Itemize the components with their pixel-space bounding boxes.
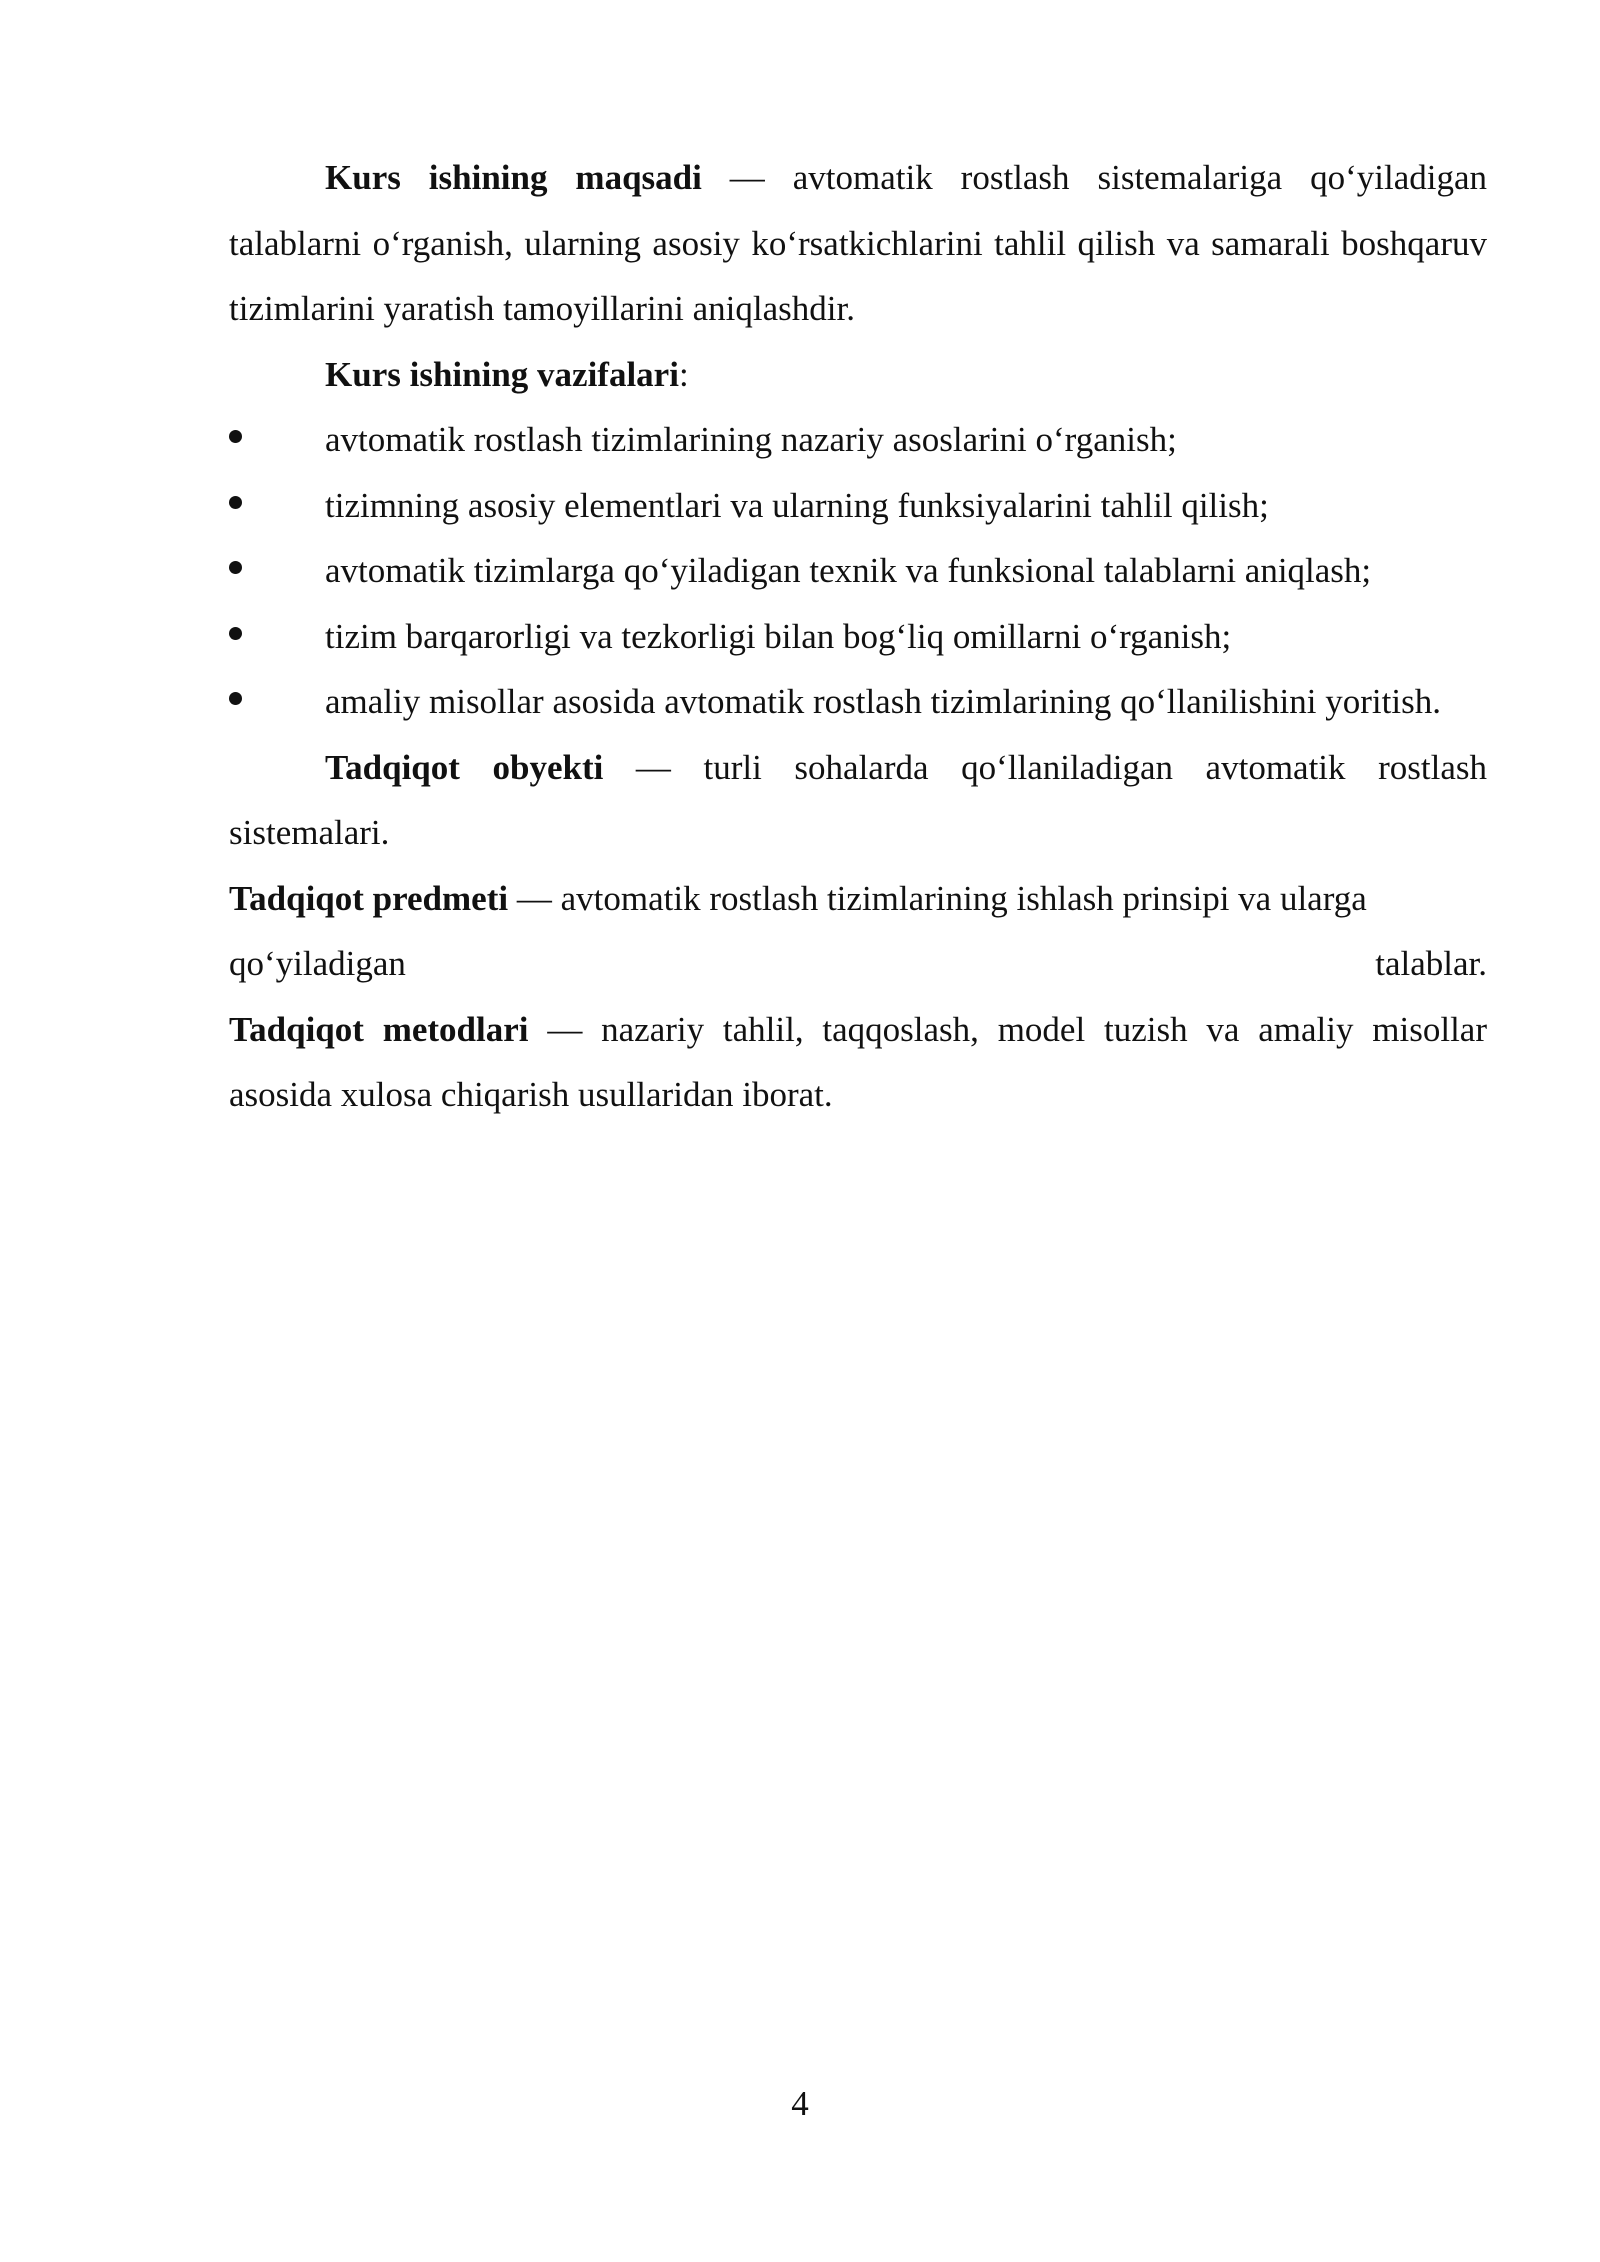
object-label: Tadqiqot obyekti (325, 747, 604, 787)
tasks-heading (229, 342, 1487, 408)
bullet-icon (229, 627, 242, 640)
list-item (229, 669, 1487, 735)
tasks-colon: : (678, 354, 689, 394)
goal-label: Kurs ishining maqsadi (325, 158, 702, 197)
bullet-icon (229, 430, 242, 443)
task-text: tizimning asosiy elementlari va ularning funksiyalarini tahlil qilish; (325, 485, 1269, 525)
object-text: — turli sohalarda qo‘llaniladigan avtomatik rostlash sistemalari. (229, 747, 1487, 852)
goal-text: — avtomatik rostlash sistemalariga qo‘yiladigan talablarni o‘rganish, ularning asosiy ko‘rsatkichlarini tahlil qilish va samarali boshqaruv tizimlarini yaratish tamoyillarini aniqlashdir. (229, 158, 1487, 328)
subject-line-1 (229, 866, 1487, 932)
tasks-label: Kurs ishining vazifalari (325, 354, 679, 394)
subject-line-2-left: qo‘yiladigan (229, 944, 406, 983)
subject-label: Tadqiqot predmeti (229, 878, 509, 918)
tasks-list (229, 407, 1487, 735)
methods-label: Tadqiqot metodlari (229, 1009, 529, 1049)
list-item (229, 604, 1487, 670)
list-item (229, 473, 1487, 539)
goal-paragraph (229, 145, 1487, 342)
methods-paragraph (229, 997, 1487, 1128)
subject-line-2 (229, 931, 1487, 997)
subject-paragraph (229, 866, 1487, 997)
body-text (229, 145, 1487, 1128)
object-paragraph (229, 735, 1487, 866)
task-text: amaliy misollar asosida avtomatik rostlash tizimlarining qo‘llanilishini yoritish. (325, 682, 1441, 721)
subject-line-2-right: talablar. (1375, 944, 1487, 983)
subject-text: — avtomatik rostlash tizimlarining ishlash prinsipi va ularga (508, 878, 1367, 918)
bullet-icon (229, 692, 242, 705)
methods-text: — nazariy tahlil, taqqoslash, model tuzish va amaliy misollar asosida xulosa chiqarish usullaridan iborat. (229, 1009, 1488, 1114)
list-item (229, 538, 1487, 604)
page-number: 4 (791, 2084, 809, 2123)
task-text: tizim barqarorligi va tezkorligi bilan bog‘liq omillarni o‘rganish; (325, 616, 1232, 656)
bullet-icon (229, 496, 242, 509)
task-text: avtomatik tizimlarga qo‘yiladigan texnik va funksional talablarni aniqlash; (325, 551, 1372, 590)
task-text: avtomatik rostlash tizimlarining nazariy asoslarini o‘rganish; (325, 420, 1177, 459)
bullet-icon (229, 561, 242, 574)
list-item (229, 407, 1487, 473)
